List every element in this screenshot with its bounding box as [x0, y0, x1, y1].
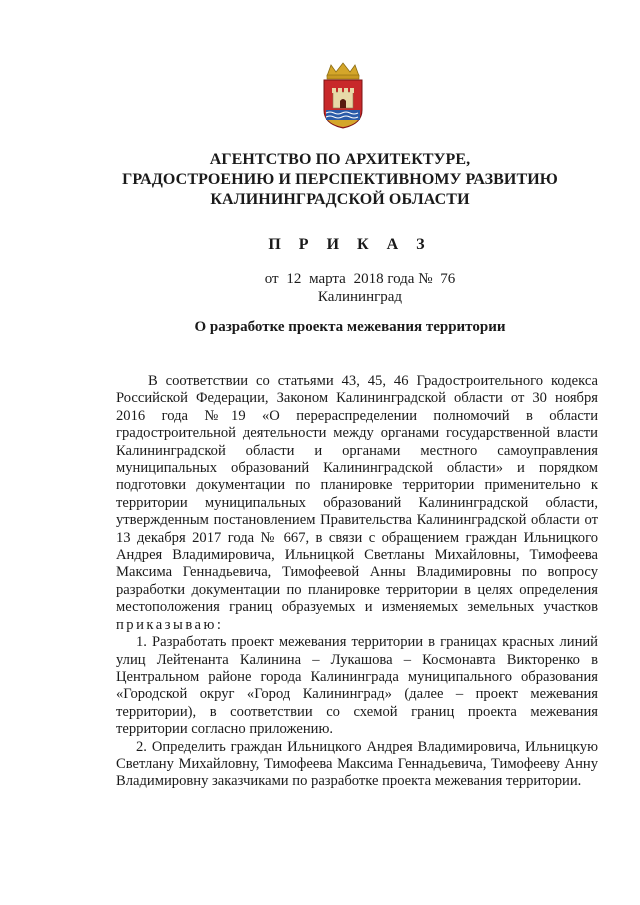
date-day: 12	[286, 271, 302, 287]
document-type: П Р И К А З	[268, 236, 432, 253]
preamble-paragraph	[116, 373, 598, 634]
coat-of-arms-icon	[318, 62, 368, 130]
date-prefix: от	[264, 271, 279, 287]
item-1: 1. Разработать проект межевания территории в границах красных линий улиц Лейтенанта Калинина – Лукашова – Космонавта Викторенко в Центральном районе города Калининграда муниципального образования «Городской округ «Город Калининград» (далее – проект межевания территории), в соответствии со схемой границ проекта межевания территории согласно приложению.	[116, 634, 598, 738]
order-body	[116, 373, 598, 791]
agency-line-3: КАЛИНИНГРАДСКОЙ ОБЛАСТИ	[210, 191, 470, 208]
agency-line-1: АГЕНТСТВО ПО АРХИТЕКТУРЕ,	[209, 151, 471, 168]
date-line	[240, 270, 480, 306]
order-subject: О разработке проекта межевания территории	[194, 319, 506, 335]
item-2: 2. Определить граждан Ильницкого Андрея Владимировича, Ильницкую Светлану Михайловну, Тимофеева Максима Геннадьевича, Тимофееву Анну Владимировну заказчиками по разработке проекта межевания территории.	[116, 738, 598, 790]
city: Калининград	[317, 289, 403, 305]
agency-line-2: ГРАДОСТРОЕНИЮ И ПЕРСПЕКТИВНОМУ РАЗВИТИЮ	[122, 171, 558, 188]
date-month: марта	[309, 271, 346, 287]
order-word: приказываю:	[116, 616, 224, 633]
order-number: 76	[440, 271, 456, 287]
agency-name	[120, 150, 560, 210]
preamble-text: В соответствии со статьями 43, 45, 46 Градостроительного кодекса Российской Федерации, Законом Калининградской области от 30 ноября 2016 года №19 «О перераспределении полномочий в области градостроительной деятельности между органами государственной власти Калининградской области и органами местного самоуправления муниципальных образований Калининградской области» и порядком подготовки документации по планировке территории применительно к территории муниципальных образований Калининградской области, утвержденным постановлением Правительства Калининградской области от 13 декабря 2017 года № 667, в связи с обращением граждан Ильницкого Андрея Владимировича, Ильницкой Светланы Михайловны, Тимофеева Максима Геннадьевича, Тимофеевой Анны Владимировны по вопросу разработки документации по планировке территории в целях определения местоположения границ образуемых и изменяемых земельных участков	[116, 373, 598, 616]
date-year: 2018 года №	[353, 271, 433, 287]
